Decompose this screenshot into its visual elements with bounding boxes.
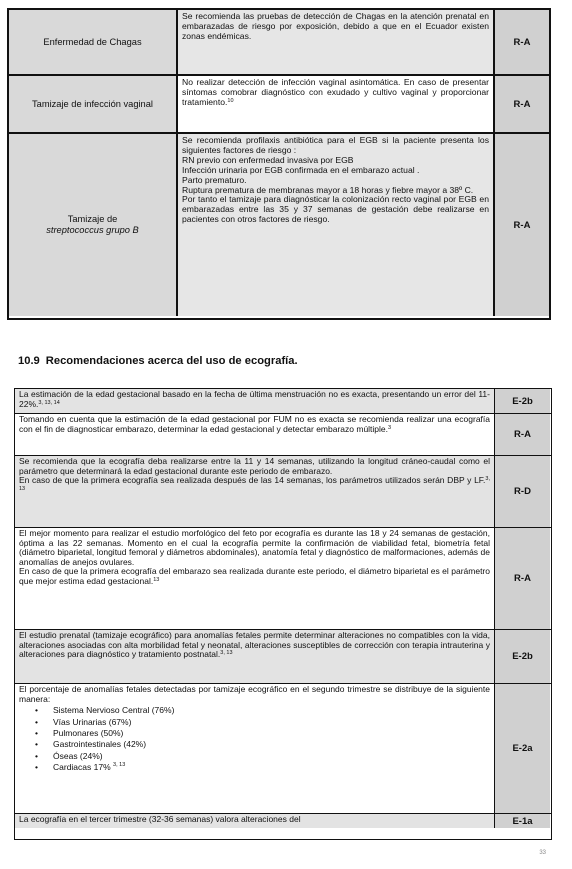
risk-factor-text: RN previo con enfermedad invasiva por EGB <box>182 154 354 165</box>
description-cell <box>15 528 494 629</box>
evidence-grade: E-2b <box>494 389 550 413</box>
table-row <box>9 74 549 132</box>
evidence-grade: E-1a <box>494 814 550 828</box>
evidence-grade: R-A <box>494 414 550 455</box>
list-item-text: Cardiacas 17% <box>53 762 111 773</box>
table-row <box>9 10 549 74</box>
table-row <box>15 455 551 527</box>
risk-factor-text: Ruptura prematura de membranas mayor a 18 horas y fiebre mayor a 38º C. <box>182 184 474 195</box>
list-item: • Vías Urinarias (67%) <box>53 717 490 728</box>
list-item: • Óseas (24%) <box>53 751 490 762</box>
condition-label: Enfermedad de Chagas <box>43 36 142 47</box>
evidence-grade: R-D <box>494 456 550 527</box>
description-cell <box>15 684 494 813</box>
condition-cell <box>9 76 176 132</box>
recommendations-table-ultrasound <box>14 388 552 840</box>
reference-superscript: 3, 13 <box>19 476 490 492</box>
description-cell <box>15 456 494 527</box>
risk-factor-text: Infección urinaria por EGB confirmada en el embarazo actual . <box>182 164 420 175</box>
section-number: 10.9 <box>18 355 40 367</box>
description-cell <box>176 76 493 132</box>
description-text: En caso de que la primera ecografía sea realizada después de las 14 semanas, los parámetros utilizados serán DBP y LF. <box>19 475 486 486</box>
reference-superscript: 3, 13 <box>220 650 233 657</box>
evidence-grade: R-A <box>494 528 550 629</box>
description-text: Tomando en cuenta que la estimación de la edad gestacional por FUM no es exacta se recomienda realizar una ecografía con el fin de diagnosticar embarazo, determinar la edad gestacional y detectar embarazo múltiple. <box>19 414 490 434</box>
anomaly-list <box>19 705 490 773</box>
table-row <box>15 413 551 455</box>
description-text: En caso de que la primera ecografía del embarazo sea realizada durante este periodo, el diámetro biparietal es el parámetro que mejor estima edad gestacional. <box>19 566 490 586</box>
condition-label-line1: Tamizaje de <box>67 214 118 224</box>
reference-superscript: 3, 13 <box>113 762 126 769</box>
section-title: Recomendaciones acerca del uso de ecografía. <box>45 355 298 367</box>
evidence-grade: R-A <box>493 134 549 316</box>
page-number: 33 <box>539 850 546 856</box>
list-item-with-ref <box>53 762 490 773</box>
reference-superscript: 13 <box>153 576 160 583</box>
description-text: Se recomienda las pruebas de detección de Chagas en la atención prenatal en embarazadas de riesgo por exposición, debido a que en el Ecuador existen zonas endémicas. <box>182 11 489 41</box>
description-text: El porcentaje de anomalías fetales detectadas por tamizaje ecográfico en el segundo trimestre se distribuye de la siguiente manera: <box>19 684 490 704</box>
description-text: La ecografía en el tercer trimestre (32-36 semanas) valora alteraciones del <box>19 814 301 824</box>
description-text: Se recomienda profilaxis antibiótica para el EGB si la paciente presenta los siguientes factores de riesgo : <box>182 135 489 155</box>
reference-superscript: 3, 13, 14 <box>38 399 60 406</box>
recommendations-table-prenatal-screening <box>7 8 551 320</box>
evidence-grade: R-A <box>493 76 549 132</box>
table-row <box>15 813 551 828</box>
condition-label: Tamizaje de infección vaginal <box>32 98 153 109</box>
table-row <box>15 527 551 629</box>
table-row <box>15 389 551 413</box>
reference-superscript: 3 <box>388 424 392 431</box>
description-text: El mejor momento para realizar el estudio morfológico del feto por ecografía es durante las 18 y 24 semanas de gestación, óptima a las 22 semanas. Momento en el cual la ecografía permite la confirmación de viabilidad fetal, biometría fetal (diámetro biparietal, longitud femoral y diámetros abdominales), anatomía fetal y diagnóstico de malformaciones, además de anomalías de anejos ovulares. <box>19 528 490 567</box>
table-row <box>15 629 551 683</box>
description-cell <box>15 414 494 455</box>
risk-factor-text: Parto prematuro. <box>182 174 247 185</box>
evidence-grade: R-A <box>493 10 549 74</box>
description-cell <box>15 389 494 413</box>
description-text: No realizar detección de infección vaginal asintomática. En caso de presentar síntomas comobrar diagnóstico con exudado y cultivo vaginal y proporcionar tratamiento. <box>182 77 489 107</box>
condition-cell <box>9 10 176 74</box>
description-cell <box>176 10 493 74</box>
description-cell <box>15 630 494 683</box>
condition-label <box>46 214 139 236</box>
list-item: • Pulmonares (50%) <box>53 728 490 739</box>
section-heading <box>18 355 298 367</box>
evidence-grade: E-2a <box>494 684 550 813</box>
description-cell <box>176 134 493 316</box>
description-text: Se recomienda que la ecografía deba realizarse entre la 11 y 14 semanas, utilizando la longitud cráneo-caudal como el parámetro que determinará la edad gestacional durante este periodo de embarazo. <box>19 456 490 476</box>
list-item: • Sistema Nervioso Central (76%) <box>53 705 490 716</box>
description-text: El estudio prenatal (tamizaje ecográfico) para anomalías fetales permite determinar alteraciones no compatibles con la vida, alteraciones asociadas con alta morbilidad fetal y neonatal, alteraciones susceptibles de corrección con terapia intrauterina y alteraciones para diagnóstico y tratamiento postnatal. <box>19 630 490 660</box>
list-item: • Gastrointestinales (42%) <box>53 739 490 750</box>
condition-cell <box>9 134 176 316</box>
reference-superscript: 10 <box>227 97 234 104</box>
description-text: La estimación de la edad gestacional basado en la fecha de última menstruación no es exacta, presentando un error del 11-22%. <box>19 389 490 409</box>
description-cell <box>15 814 494 828</box>
condition-label-line2: streptococcus grupo B <box>46 225 139 235</box>
table-row <box>15 683 551 813</box>
table-row <box>9 132 549 316</box>
description-text: Por tanto el tamizaje para diagnósticar la colonización recto vaginal por EGB en embarazadas entre las 35 y 37 semanas de gestación debe realizarse en pacientes con otros factores de riesgo. <box>182 194 489 225</box>
evidence-grade: E-2b <box>494 630 550 683</box>
